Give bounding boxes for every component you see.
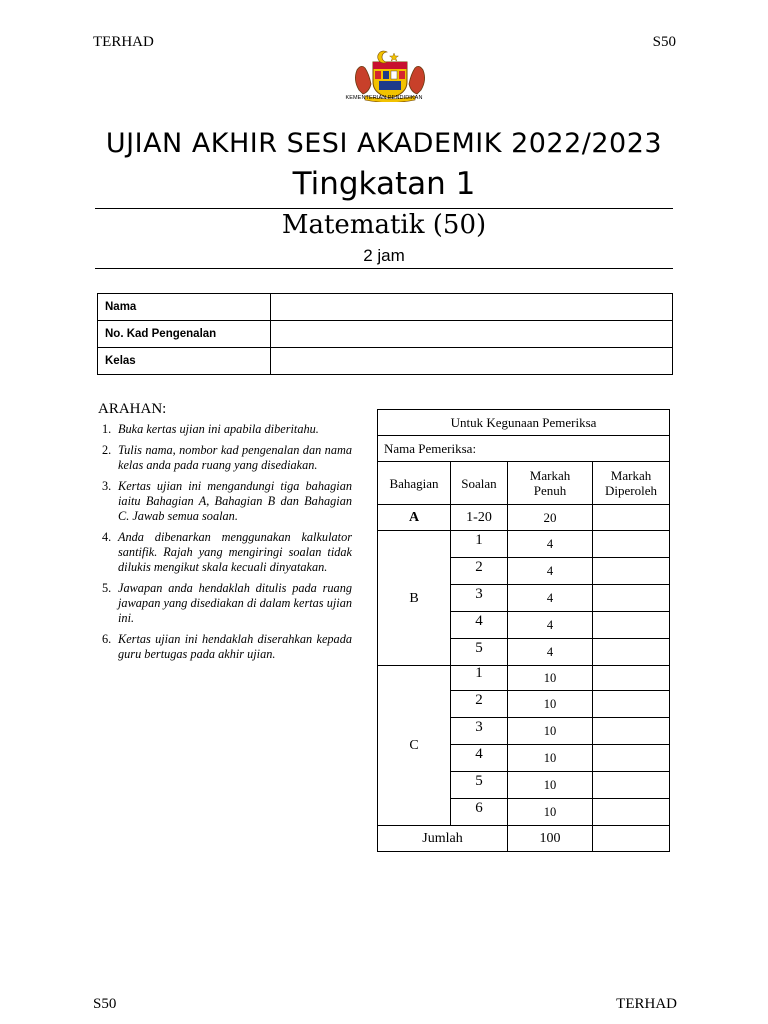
instructions-list: [100, 422, 352, 668]
identity-row-class: [98, 348, 673, 375]
instruction-text: Kertas ujian ini hendaklah diserahkan kepada guru bertugas pada akhir ujian.: [118, 632, 352, 661]
exam-duration: 2 jam: [363, 246, 405, 265]
total-full-marks: 100: [508, 826, 593, 852]
section-c-marks-obtained[interactable]: [593, 718, 670, 745]
section-c-full-marks: 10: [508, 799, 593, 826]
column-header-marks-obtained: Markah Diperoleh: [593, 462, 670, 505]
section-a-marks-obtained[interactable]: [593, 505, 670, 531]
identity-label: Kelas: [98, 348, 271, 375]
section-b-marks-obtained[interactable]: [593, 531, 670, 558]
column-header-full-marks: Markah Penuh: [508, 462, 593, 505]
form-level: Tingkatan 1: [292, 166, 476, 202]
section-b-question: 5: [451, 639, 508, 666]
section-c-marks-obtained[interactable]: [593, 691, 670, 718]
instruction-text: Kertas ujian ini mengandungi tiga bahagian iaitu Bahagian A, Bahagian B dan Bahagian C. Jawab semua soalan.: [118, 479, 352, 523]
title-divider-top: [95, 208, 673, 209]
instruction-number: 3.: [102, 479, 112, 493]
instruction-number: 2.: [102, 443, 112, 457]
identity-row-ic: [98, 321, 673, 348]
instruction-item: [100, 632, 352, 662]
section-c-marks-obtained[interactable]: [593, 666, 670, 691]
examiner-score-table: [377, 409, 670, 852]
instruction-number: 5.: [102, 581, 112, 595]
identity-label: No. Kad Pengenalan: [98, 321, 271, 348]
section-b-marks-obtained[interactable]: [593, 612, 670, 639]
instruction-text: Anda dibenarkan menggunakan kalkulator santifik. Rajah yang mengiringi soalan tidak dilukis mengikut skala kecuali dinyatakan.: [118, 530, 352, 574]
subject-title: Matematik (50): [281, 210, 487, 240]
section-c-full-marks: 10: [508, 666, 593, 691]
ministry-caption: KEMENTERIAN PENDIDIKAN: [345, 95, 423, 101]
exam-title: UJIAN AKHIR SESI AKADEMIK 2022/2023: [105, 128, 663, 159]
identity-row-name: [98, 294, 673, 321]
section-c-full-marks: 10: [508, 691, 593, 718]
section-c-marks-obtained[interactable]: [593, 745, 670, 772]
section-b-full-marks: 4: [508, 558, 593, 585]
instruction-item: [100, 530, 352, 575]
section-b-full-marks: 4: [508, 585, 593, 612]
footer-paper-code: S50: [93, 996, 117, 1012]
section-c-marks-obtained[interactable]: [593, 799, 670, 826]
section-c-label: C: [378, 666, 451, 826]
section-b-marks-obtained[interactable]: [593, 585, 670, 612]
section-c-question: 5: [451, 772, 508, 799]
total-label: Jumlah: [378, 826, 508, 852]
identity-label: Nama: [98, 294, 271, 321]
class-field[interactable]: [271, 348, 673, 375]
section-b-question: 2: [451, 558, 508, 585]
instruction-text: Buka kertas ujian ini apabila diberitahu.: [118, 422, 319, 436]
section-c-question: 2: [451, 691, 508, 718]
name-field[interactable]: [271, 294, 673, 321]
candidate-identity-table: [97, 293, 673, 375]
ic-number-field[interactable]: [271, 321, 673, 348]
header-restricted-label: TERHAD: [93, 34, 154, 50]
instruction-item: [100, 581, 352, 626]
section-b-full-marks: 4: [508, 612, 593, 639]
section-a-full-marks: 20: [508, 505, 593, 531]
section-b-full-marks: 4: [508, 531, 593, 558]
section-b-marks-obtained[interactable]: [593, 558, 670, 585]
section-b-question: 3: [451, 585, 508, 612]
examiner-table-title: Untuk Kegunaan Pemeriksa: [378, 410, 670, 436]
section-c-full-marks: 10: [508, 772, 593, 799]
section-c-question: 3: [451, 718, 508, 745]
section-b-label: B: [378, 531, 451, 666]
instruction-item: [100, 422, 352, 437]
header-paper-code: S50: [652, 34, 676, 50]
examiner-name-field[interactable]: Nama Pemeriksa:: [378, 436, 670, 462]
section-b-marks-obtained[interactable]: [593, 639, 670, 666]
column-header-question: Soalan: [451, 462, 508, 505]
section-a-question: 1-20: [451, 505, 508, 531]
section-c-full-marks: 10: [508, 718, 593, 745]
total-marks-obtained[interactable]: [593, 826, 670, 852]
title-divider-bottom: [95, 268, 673, 269]
instruction-text: Jawapan anda hendaklah ditulis pada ruang jawapan yang disediakan di dalam kertas ujian ini.: [118, 581, 352, 625]
section-c-full-marks: 10: [508, 745, 593, 772]
section-c-marks-obtained[interactable]: [593, 772, 670, 799]
section-c-question: 6: [451, 799, 508, 826]
instruction-item: [100, 443, 352, 473]
instruction-text: Tulis nama, nombor kad pengenalan dan nama kelas anda pada ruang yang disediakan.: [118, 443, 352, 472]
section-a-label: A: [378, 505, 451, 531]
section-c-question: 4: [451, 745, 508, 772]
section-c-question: 1: [451, 666, 508, 691]
instruction-number: 1.: [102, 422, 112, 436]
instruction-number: 6.: [102, 632, 112, 646]
instruction-item: [100, 479, 352, 524]
instructions-heading: ARAHAN:: [98, 401, 167, 417]
section-b-question: 1: [451, 531, 508, 558]
section-b-full-marks: 4: [508, 639, 593, 666]
section-b-question: 4: [451, 612, 508, 639]
instruction-number: 4.: [102, 530, 112, 544]
footer-restricted-label: TERHAD: [616, 996, 677, 1012]
column-header-section: Bahagian: [378, 462, 451, 505]
